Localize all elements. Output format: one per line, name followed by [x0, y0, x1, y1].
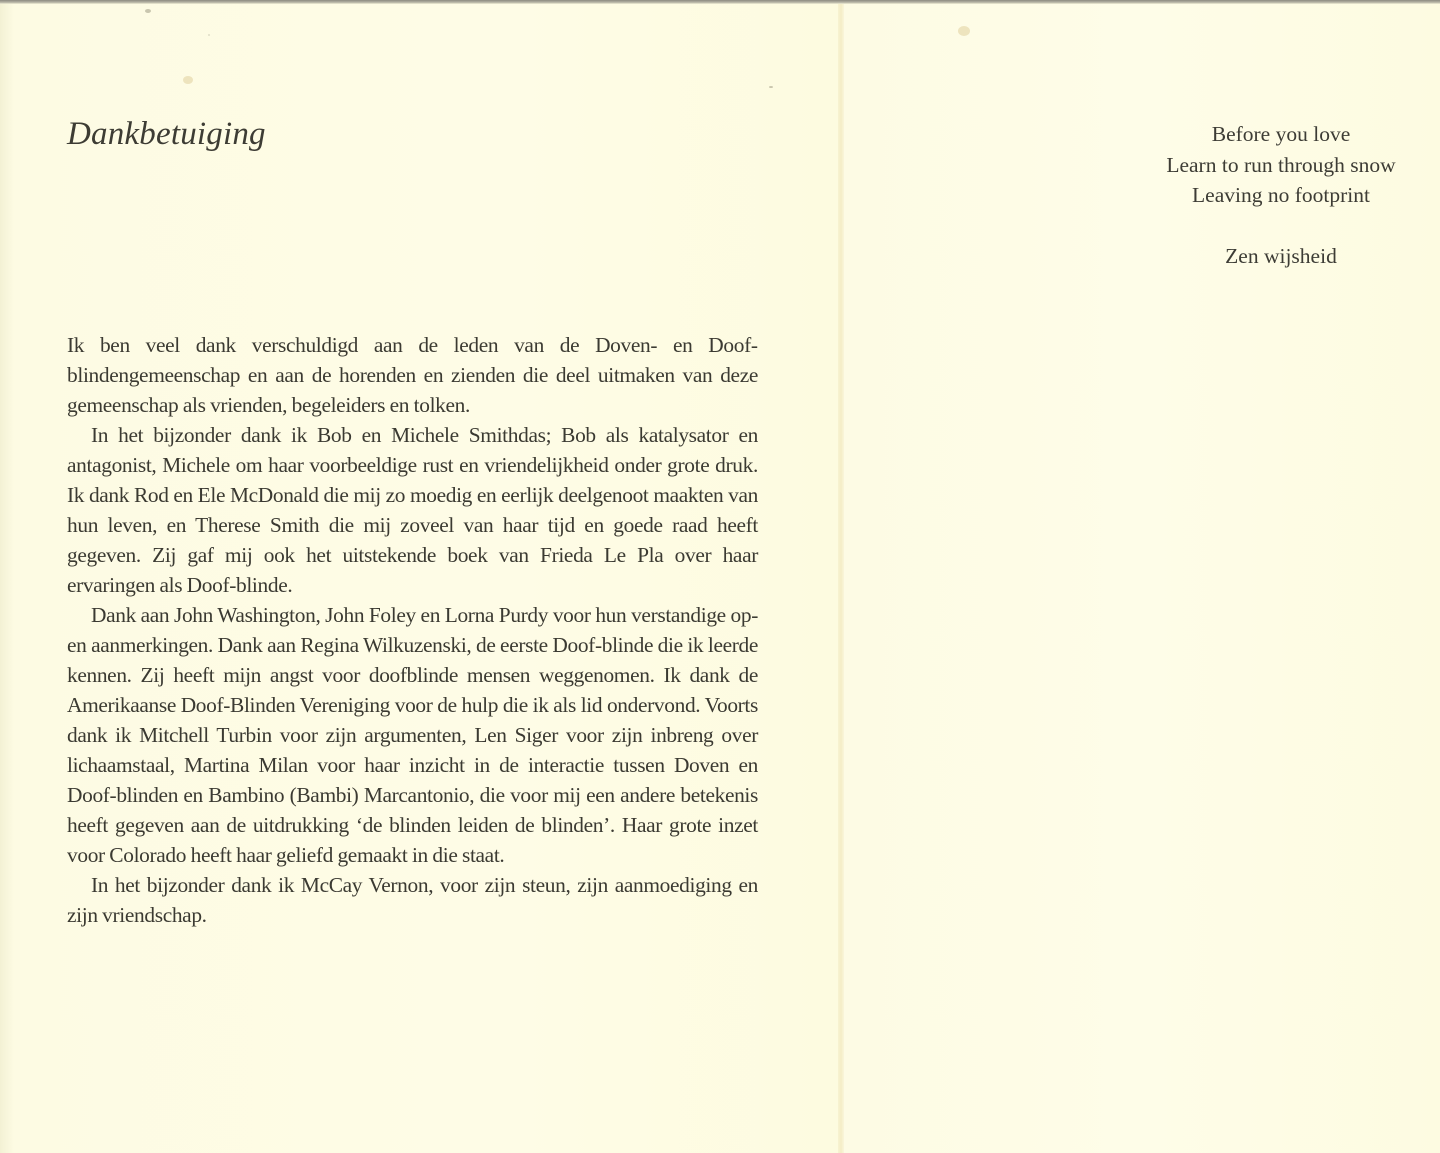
- epigraph-line: Leaving no footprint: [1192, 183, 1370, 207]
- paper-speck: [769, 86, 773, 88]
- epigraph-line: Before you love: [1211, 122, 1351, 146]
- acknowledgements-body: [67, 330, 758, 930]
- paragraph: In het bijzonder dank ik McCay Vernon, voor zijn steun, zijn aanmoediging en zijn vriendschap.: [67, 873, 758, 927]
- epigraph: [1131, 119, 1431, 271]
- paper-speck: [208, 34, 210, 36]
- epigraph-attribution: Zen wijsheid: [1225, 243, 1337, 268]
- page-title: Dankbetuiging: [67, 116, 266, 152]
- paragraph: In het bijzonder dank ik Bob en Michele Smithdas; Bob als katalysator en antagonist, Michele om haar voorbeeldige rust en vriendelijkheid onder grote druk. Ik dank Rod en Ele McDonald die mij zo moedig en eerlijk deelgenoot maakten van hun leven, en Therese Smith die mij zoveel van haar tijd en goede raad heeft gegeven. Zij gaf mij ook het uitstekende boek van Frieda Le Pla over haar ervaringen als Doof-​blinde.: [67, 423, 758, 597]
- paragraph: Ik ben veel dank verschuldigd aan de leden van de Doven- en Doofblindengemeenschap en aan de horenden en zienden die deel uitmaken van deze gemeenschap als vrienden, begeleiders en tolken.: [67, 333, 758, 417]
- paragraph: Dank aan John Washington, John Foley en Lorna Purdy voor hun verstandige op- en aanmerkingen. Dank aan Regina Wilkuzenski, de eerste Doof-blinde die ik leerde kennen. Zij heeft mijn angst voor doofblinde mensen weggenomen. Ik dank de Amerikaanse Doof-Blinden Vereniging voor de hulp die ik als lid ondervond. Voorts dank ik Mitchell Turbin voor zijn argumenten, Len Siger voor zijn inbreng over lichaamstaal, Martina Milan voor haar inzicht in de interactie tussen Doven en Doof-blinden en Bambino (Bambi) Marcantonio, die voor mij een andere betekenis heeft gegeven aan de uitdrukking ‘de blinden leiden de blinden’. Haar grote inzet voor Colorado heeft haar geliefd gemaakt in die staat.: [67, 603, 758, 867]
- paper-foxing: [958, 26, 970, 36]
- paper-speck: [145, 9, 151, 13]
- paper-foxing: [183, 76, 193, 84]
- epigraph-line: Learn to run through snow: [1166, 152, 1396, 177]
